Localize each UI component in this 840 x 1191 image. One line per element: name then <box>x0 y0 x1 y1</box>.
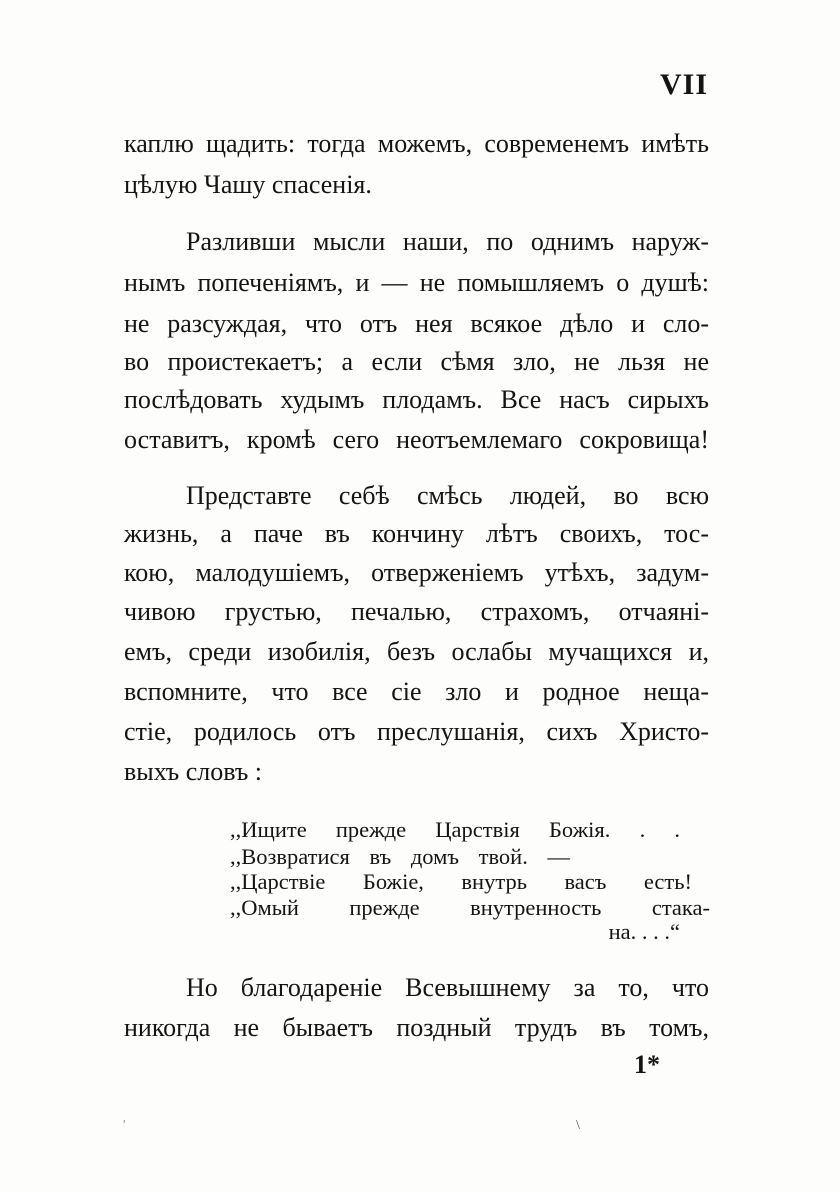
text-line: вспомните, что все сіе зло и родное нещa- <box>124 677 709 706</box>
text-line: цѣлую Чашу спасенія. <box>124 170 372 199</box>
quote-line: ,,Омый прежде внутренность стака- <box>230 895 710 920</box>
text-line: Разливши мысли наши, по однимъ наруж- <box>186 227 709 256</box>
text-line: чивою грустью, печалью, страхомъ, отчаяні- <box>124 597 709 626</box>
text-line: оставитъ, кромѣ сего неотъемлемаго сокровища! <box>124 425 709 454</box>
text-line: каплю щадить: тогда можемъ, современемъ имѣть <box>124 129 709 158</box>
page-number: VII <box>659 68 708 101</box>
text-line: стіе, родилось отъ преслушанія, сихъ Христо- <box>124 717 709 746</box>
text-line: выхъ словъ : <box>124 757 263 786</box>
text-line: послѣдовать худымъ плодамъ. Все насъ сирыхъ <box>124 385 709 414</box>
paper-speck: \ <box>576 1118 580 1133</box>
quote-line: ,,Царствіе Божіе, внутрь васъ есть! <box>230 869 692 894</box>
text-line: не разсуждая, что отъ нея всякое дѣло и сло- <box>124 309 709 338</box>
quote-line: на. . . .“ <box>608 919 680 944</box>
text-line: жизнь, а паче въ кончину лѣтъ своихъ, тос- <box>124 519 709 548</box>
paper-speck: ˒ <box>122 1112 127 1127</box>
text-line: Представте себѣ смѣсь людей, во всю <box>186 481 709 510</box>
text-line: никогда не бываетъ поздный трудъ въ томъ, <box>124 1013 709 1042</box>
signature-mark: 1* <box>634 1050 660 1079</box>
text-line: емъ, среди изобилія, безъ ослабы мучащихся и, <box>124 637 709 666</box>
quote-line: ,,Ищите прежде Царствія Божія. . . <box>230 817 680 842</box>
text-line: кою, малодушіемъ, отверженіемъ утѣхъ, задум- <box>124 558 709 587</box>
quote-line: ,,Возвратися въ домъ твой. — <box>230 844 570 869</box>
text-line: во проистекаетъ; а если сѣмя зло, не льзя не <box>124 347 709 376</box>
text-line: нымъ попеченіямъ, и — не помышляемъ о душѣ: <box>124 268 709 297</box>
text-line: Но благодареніе Всевышнему за то, что <box>186 973 709 1002</box>
